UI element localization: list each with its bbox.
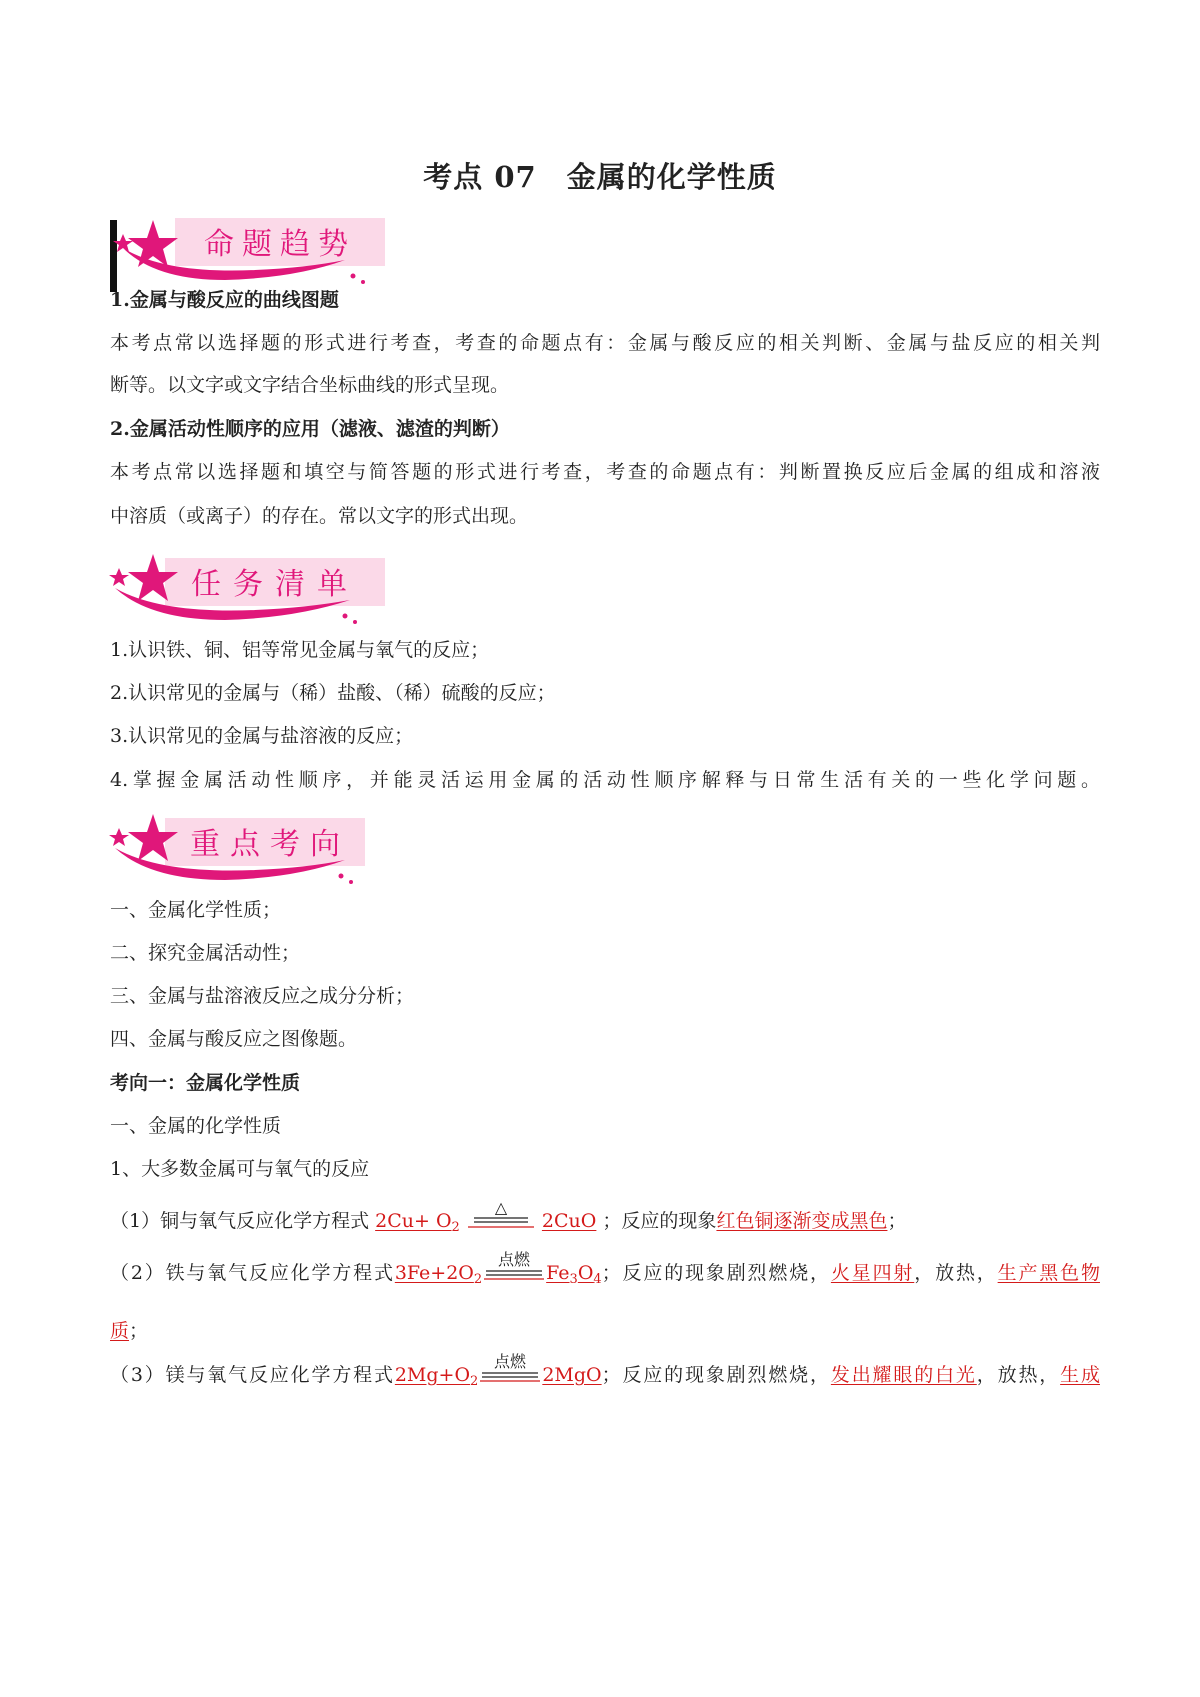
trend-item2-line1: 本考点常以选择题和填空与简答题的形式进行考查，考查的命题点有：判断置换反应后金属的组成和溶液 xyxy=(110,461,1100,483)
reaction-3-product: 2MgO xyxy=(542,1364,602,1386)
title-code: 考点 07 xyxy=(423,160,537,194)
banner-trend xyxy=(105,212,395,292)
ignite-condition-arrow xyxy=(484,1251,544,1287)
reaction-2-continued: 质； xyxy=(110,1320,149,1342)
svg-text:点燃: 点燃 xyxy=(494,1353,527,1371)
page-title xyxy=(0,155,1200,196)
banner-trend-label: 命题趋势 xyxy=(204,227,356,262)
reaction-2: （2）铁与氧气反应化学方程式$3Fe+2O_2$ 点燃 $Fe_3O_4$；反应的现象剧烈燃烧，火星四射，放热，生产黑色物 xyxy=(110,1251,1100,1287)
reaction-2-phenomenon-2: 生产黑色物 xyxy=(997,1262,1100,1284)
task-item-3: 3.认识常见的金属与盐溶液的反应； xyxy=(110,725,414,747)
small-star-icon xyxy=(109,568,129,586)
star-banner-graphic xyxy=(105,212,395,292)
reaction-3: （3）镁与氧气反应化学方程式$2Mg+O_2$ 点燃 2MgO；反应的现象剧烈燃烧，发出耀眼的白光，放热，生成 xyxy=(110,1353,1100,1389)
trend-item1-line2: 断等。以文字或文字结合坐标曲线的形式呈现。 xyxy=(110,374,510,396)
reaction-1-product: 2CuO xyxy=(541,1210,597,1232)
reaction-2-prefix: （2）铁与氧气反应化学方程式 xyxy=(110,1262,395,1284)
star-banner-graphic xyxy=(105,548,395,628)
focus-heading-2: 1、大多数金属可与氧气的反应 xyxy=(110,1158,370,1180)
star-icon xyxy=(128,220,178,267)
small-star-icon xyxy=(113,234,133,252)
focus-item-1: 一、金属化学性质； xyxy=(110,899,282,921)
reaction-3-equation: $2Mg+O_2$ xyxy=(394,1364,479,1389)
small-star-icon xyxy=(109,828,129,846)
reaction-2-equation: $3Fe+2O_2$ xyxy=(394,1262,483,1287)
reaction-3-phenomenon-1: 发出耀眼的白光 xyxy=(830,1364,977,1386)
task-item-4: 4.掌握金属活动性顺序，并能灵活运用金属的活动性顺序解释与日常生活有关的一些化学问题。 xyxy=(110,769,1100,791)
reaction-2-phenomenon-1: 火星四射 xyxy=(830,1262,915,1284)
svg-text:点燃: 点燃 xyxy=(498,1251,531,1269)
banner-focus-label: 重点考向 xyxy=(190,827,350,862)
trend-item2-line2: 中溶质（或离子）的存在。常以文字的形式出现。 xyxy=(110,505,529,527)
focus-item-2: 二、探究金属活动性； xyxy=(110,942,301,964)
reaction-1-phenomenon: 红色铜逐渐变成黑色 xyxy=(716,1210,888,1232)
focus-item-4: 四、金属与酸反应之图像题。 xyxy=(110,1028,358,1050)
banner-focus xyxy=(105,808,395,888)
ignite-condition-arrow xyxy=(480,1353,540,1389)
reaction-1-equation: $2Cu+ O_2$ xyxy=(375,1210,460,1235)
focus-heading-1: 一、金属的化学性质 xyxy=(110,1115,282,1137)
trend-item1-line1: 本考点常以选择题的形式进行考查，考查的命题点有：金属与酸反应的相关判断、金属与盐反应的相关判 xyxy=(110,332,1100,354)
title-text: 金属的化学性质 xyxy=(566,160,777,194)
trend-item2-title: 2.金属活动性顺序的应用（滤液、滤渣的判断） xyxy=(110,418,510,440)
task-item-2: 2.认识常见的金属与（稀）盐酸、（稀）硫酸的反应； xyxy=(110,682,556,704)
reaction-1: （1）铜与氧气反应化学方程式 $2Cu+ O_2$ △ 2CuO ；反应的现象红色铜逐渐变成黑色； xyxy=(110,1208,906,1241)
focus-item-3: 三、金属与盐溶液反应之成分分析； xyxy=(110,985,415,1007)
reaction-1-prefix: （1）铜与氧气反应化学方程式 xyxy=(110,1210,370,1232)
trend-item1-title: 1.金属与酸反应的曲线图题 xyxy=(110,289,339,311)
star-banner-graphic xyxy=(105,808,395,888)
reaction-3-prefix: （3）镁与氧气反应化学方程式 xyxy=(110,1364,395,1386)
reaction-3-phenomenon-2: 生成 xyxy=(1060,1364,1100,1386)
svg-text:△: △ xyxy=(494,1201,508,1217)
heat-condition-arrow xyxy=(468,1201,534,1235)
focus-subtitle: 考向一：金属化学性质 xyxy=(110,1072,301,1094)
task-item-1: 1.认识铁、铜、铝等常见金属与氧气的反应； xyxy=(110,639,490,661)
reaction-2-product: $Fe_3O_4$ xyxy=(546,1262,602,1287)
banner-tasks xyxy=(105,548,395,628)
reaction-1-mid: ；反应的现象 xyxy=(602,1210,717,1232)
banner-tasks-label: 任务清单 xyxy=(191,567,359,602)
